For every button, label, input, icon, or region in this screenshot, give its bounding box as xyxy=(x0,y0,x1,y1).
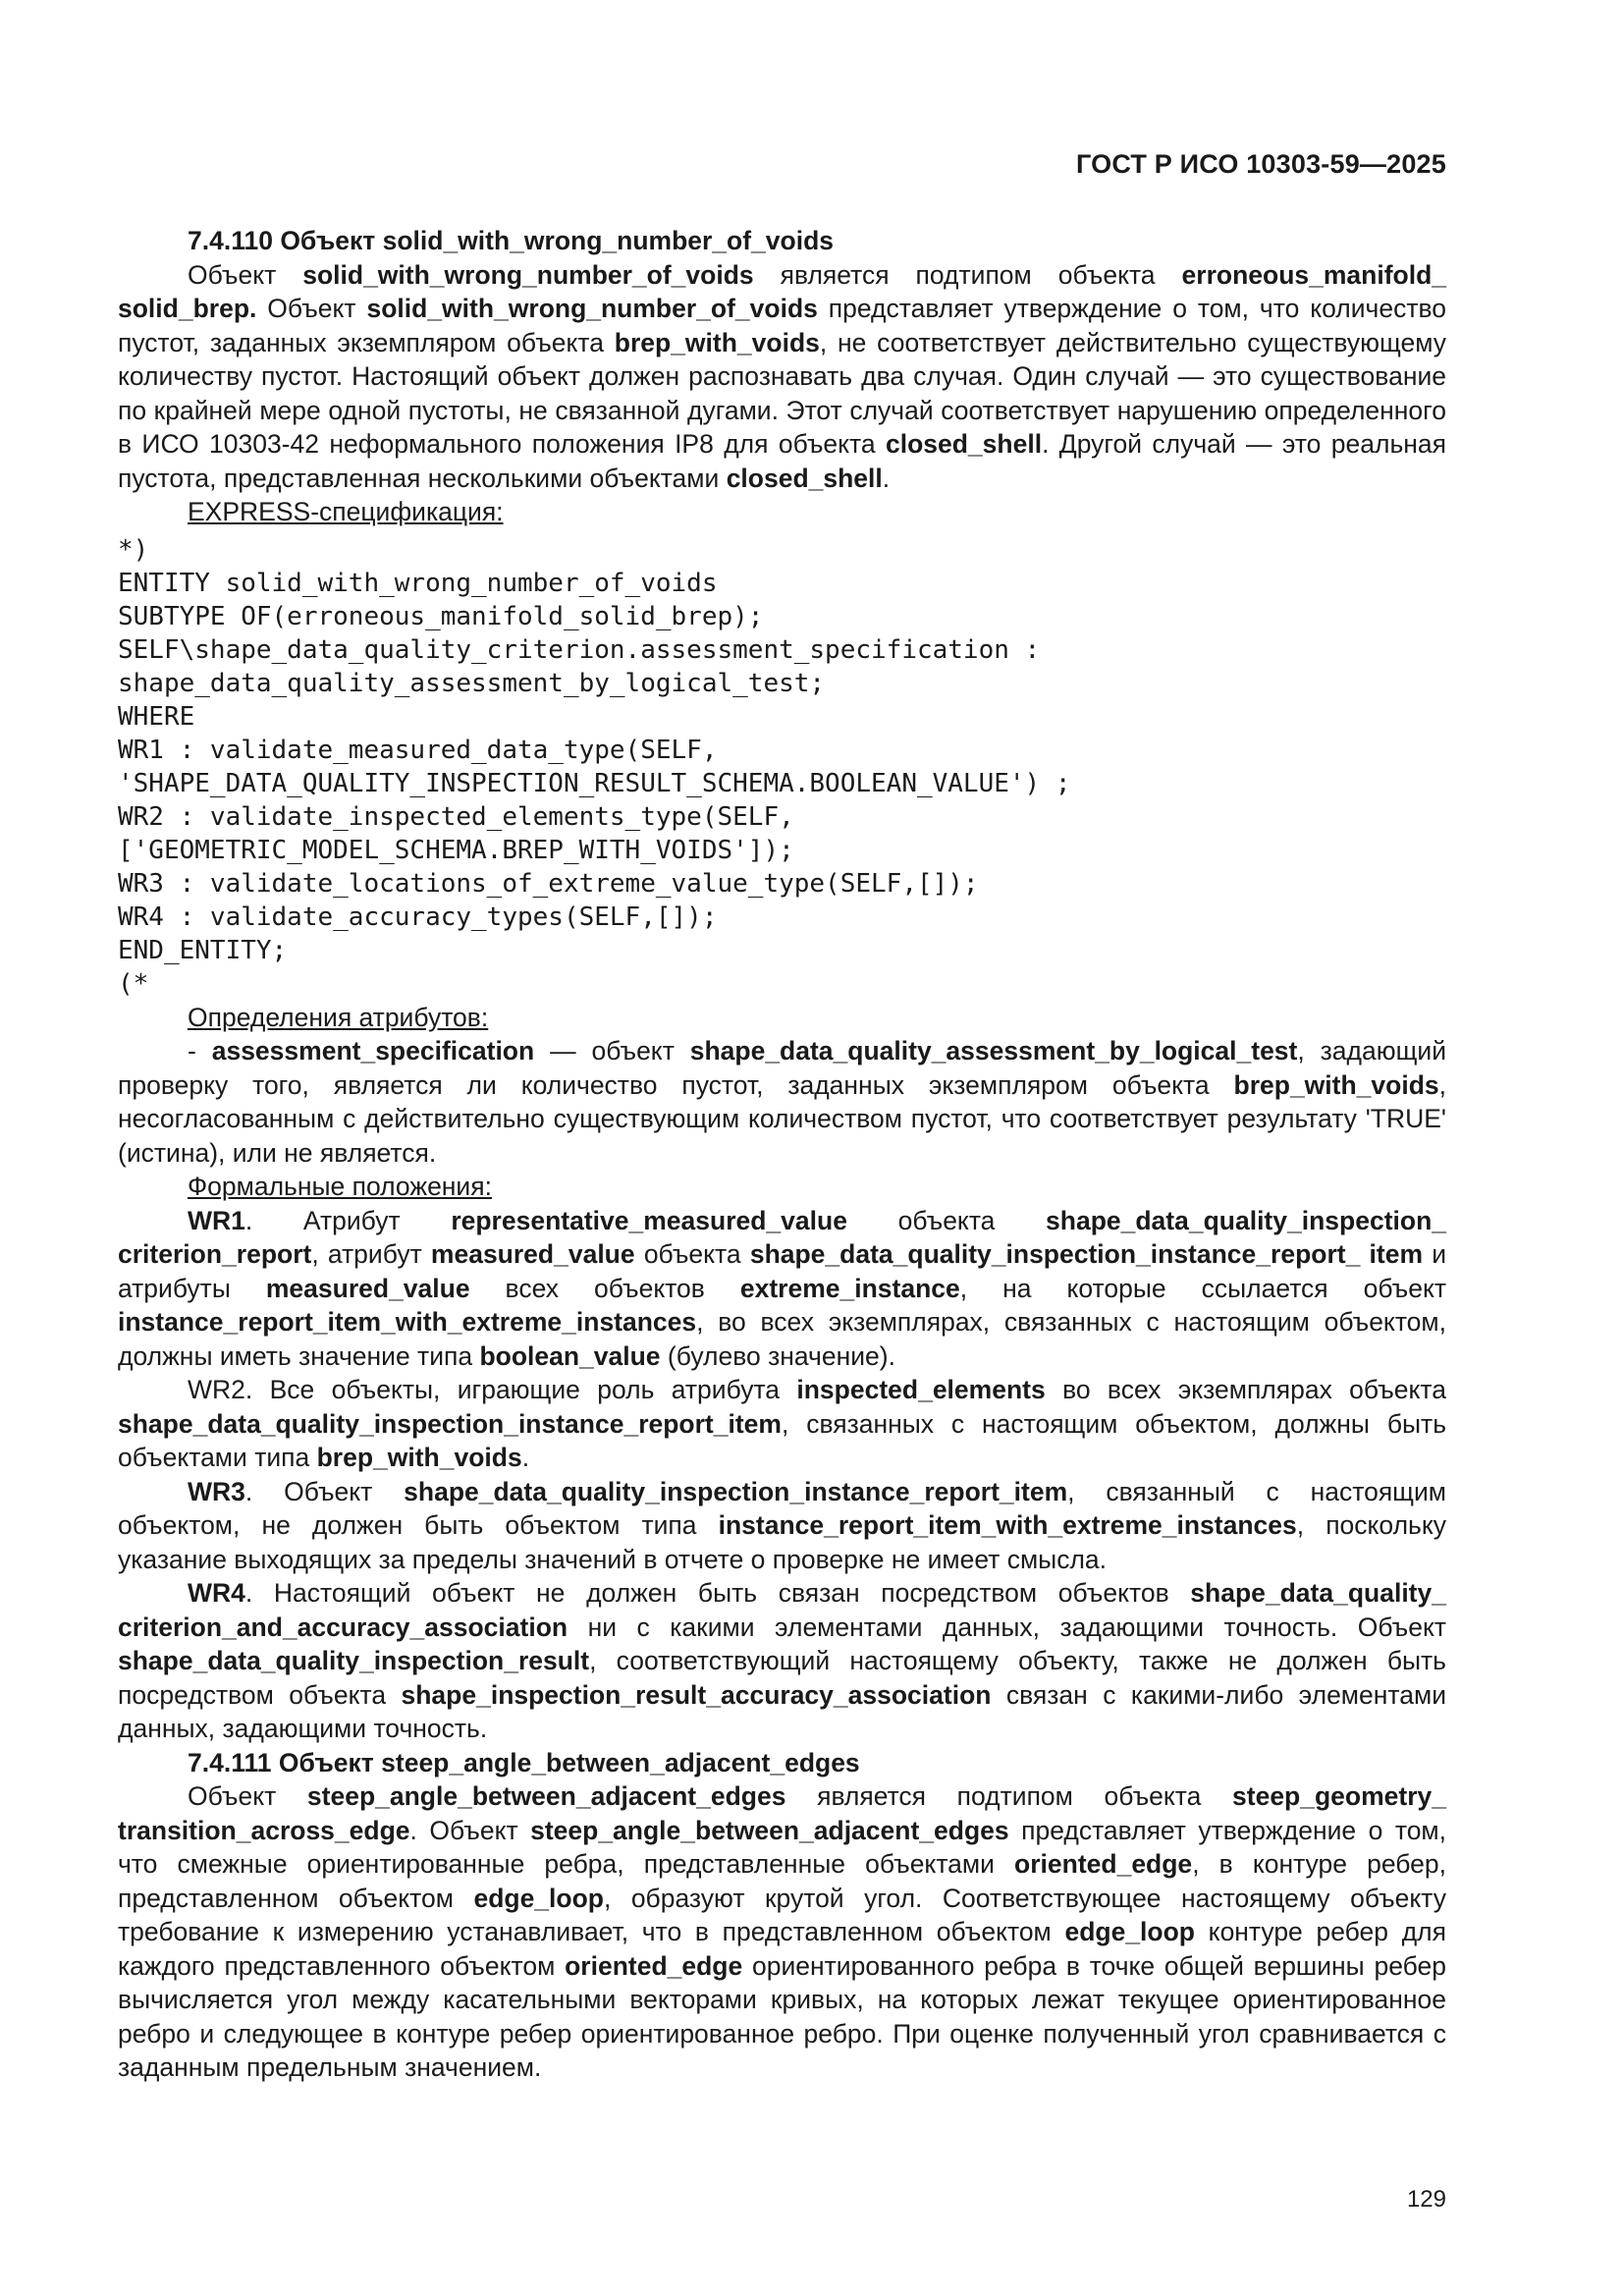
text-run: , атрибут xyxy=(311,1239,431,1269)
entity-name: shape_inspection_result_accuracy_association xyxy=(401,1679,992,1710)
standard-header: ГОСТ Р ИСО 10303-59—2025 xyxy=(1076,149,1446,179)
rule-wr1 xyxy=(118,1204,1446,1374)
text-run: . Объект xyxy=(409,1815,531,1845)
section-heading-111: 7.4.111 Объект steep_angle_between_adjacent_edges xyxy=(188,1747,860,1777)
paragraph xyxy=(118,258,1446,496)
code-line: (* xyxy=(118,968,149,999)
code-line: END_ENTITY; xyxy=(118,935,288,965)
entity-name: inspected_elements xyxy=(796,1375,1046,1404)
rule-wr2 xyxy=(118,1373,1446,1475)
text-run: представляет утверждение о том, что количество пустот, заданных экземпляром объекта xyxy=(118,294,1447,357)
rule-wr3 xyxy=(118,1475,1446,1577)
code-line: WHERE xyxy=(118,701,195,732)
entity-name: representative_measured_value xyxy=(451,1205,847,1235)
text-run: . xyxy=(521,1443,530,1472)
entity-name: boolean_value xyxy=(479,1340,661,1371)
text-run: Объект xyxy=(188,259,303,290)
entity-name: shape_data_quality_inspection_result xyxy=(118,1646,590,1675)
code-line: WR4 : validate_accuracy_types(SELF,[]); xyxy=(118,902,718,932)
express-spec-label: EXPRESS-спецификация: xyxy=(188,497,504,526)
entity-name: shape_data_quality_assessment_by_logical_test xyxy=(689,1036,1298,1066)
text-run: , задающий проверку того, является ли количество пустот, заданных экземпляром объекта xyxy=(118,1036,1447,1100)
attribute-definitions-label: Определения атрибутов: xyxy=(188,1002,489,1032)
entity-name: measured_value xyxy=(265,1273,470,1303)
text-run: Объект xyxy=(188,1781,307,1811)
code-line: WR1 : validate_measured_data_type(SELF, xyxy=(118,735,718,765)
text-run: . xyxy=(882,463,891,493)
text-run: объекта xyxy=(634,1239,750,1269)
entity-name: edge_loop xyxy=(473,1883,604,1913)
page-content xyxy=(118,224,1446,2085)
code-line: *) xyxy=(118,534,149,565)
text-run: во всех экземплярах объекта xyxy=(1045,1375,1446,1404)
entity-name: shape_data_quality_inspection_instance_report_item xyxy=(118,1408,782,1439)
text-run: , образуют крутой угол. Соответствующее настоящему объекту требование к измерению устанавливает, что в представленном объектом xyxy=(118,1883,1446,1946)
code-line: WR2 : validate_inspected_elements_type(SELF, xyxy=(118,801,794,832)
code-line: SELF\shape_data_quality_criterion.assessment_specification : xyxy=(118,634,1041,665)
entity-name: brep_with_voids xyxy=(1233,1069,1439,1100)
text-run: , в контуре ребер, представленном объектом xyxy=(118,1849,1446,1913)
entity-name: shape_data_quality_inspection_ criterion_report xyxy=(118,1205,1446,1269)
text-run: , на которые ссылается объект xyxy=(959,1273,1446,1303)
text-run: , не соответствует действительно существующему количеству пустот. Настоящий объект должен распознавать два случая. Один случай — это существование по крайней мере одной пустоты, не связанной дугами. Этот случай соответствует нарушению определенного в ИСО 10303-42 неформального положения IP8 для объекта xyxy=(118,327,1446,459)
text-run: — объект xyxy=(534,1036,690,1066)
code-line: WR3 : validate_locations_of_extreme_value_type(SELF,[]); xyxy=(118,868,979,899)
text-run: всех объектов xyxy=(469,1273,740,1303)
text-run: WR2. Все объекты, играющие роль атрибута xyxy=(188,1375,797,1404)
text-run: . Настоящий объект не должен быть связан посредством объектов xyxy=(244,1578,1191,1608)
text-run: и атрибуты xyxy=(118,1239,1447,1303)
text-run: ориентированного ребра в точке общей вершины ребер вычисляется угол между касательными векторами кривых, на которых лежат текущее ориентированное ребро и следующее в контуре ребер ориентированное ребро. При оценке полученный угол сравнивается с заданным предельным значением. xyxy=(118,1950,1447,2082)
text-run: - xyxy=(188,1036,212,1066)
entity-name: shape_data_quality_inspection_instance_report_ item xyxy=(749,1239,1424,1269)
text-run: . Атрибут xyxy=(244,1205,452,1235)
entity-name: instance_report_item_with_extreme_instances xyxy=(118,1307,697,1337)
entity-name: closed_shell xyxy=(885,429,1043,459)
text-run: , несогласованным с действительно существующим количеством пустот, что соответствует результату 'TRUE' (истина), или не является. xyxy=(118,1069,1446,1168)
express-code-block xyxy=(118,533,1446,1001)
code-line: SUBTYPE OF(erroneous_manifold_solid_brep); xyxy=(118,601,764,631)
entity-name: extreme_instance xyxy=(739,1273,960,1303)
entity-name: brep_with_voids xyxy=(316,1443,522,1472)
entity-name: steep_geometry_ transition_across_edge xyxy=(118,1781,1447,1845)
text-run: Объект xyxy=(256,294,367,323)
attribute-definition xyxy=(118,1034,1446,1170)
text-run: , поскольку указание выходящих за пределы значений в отчете о проверке не имеет смысла. xyxy=(118,1510,1446,1574)
entity-name: brep_with_voids xyxy=(614,327,820,357)
text-run: представляет утверждение о том, что смежные ориентированные ребра, представленные объектами xyxy=(118,1815,1447,1879)
text-run: является подтипом объекта xyxy=(753,259,1182,290)
text-run: , связанных с настоящим объектом, должны быть объектами типа xyxy=(118,1408,1446,1472)
entity-name: oriented_edge xyxy=(1014,1849,1193,1879)
entity-name: instance_report_item_with_extreme_instances xyxy=(718,1510,1297,1540)
formal-propositions-label: Формальные положения: xyxy=(188,1172,492,1201)
entity-name: solid_with_wrong_number_of_voids xyxy=(366,294,818,323)
text-run: , соответствующий настоящему объекту, также не должен быть посредством объекта xyxy=(118,1646,1446,1710)
entity-name: assessment_specification xyxy=(211,1036,535,1066)
paragraph xyxy=(118,1779,1446,2085)
code-line: shape_data_quality_assessment_by_logical_test; xyxy=(118,668,826,698)
code-line: ['GEOMETRIC_MODEL_SCHEMA.BREP_WITH_VOIDS']); xyxy=(118,835,794,865)
text-run: ни с какими элементами данных, задающими точность. Объект xyxy=(568,1612,1446,1642)
section-heading-110: 7.4.110 Объект solid_with_wrong_number_of_voids xyxy=(188,226,835,255)
entity-name: WR3 xyxy=(188,1476,245,1506)
text-run: является подтипом объекта xyxy=(785,1781,1233,1811)
entity-name: erroneous_manifold_ solid_brep. xyxy=(118,259,1447,323)
entity-name: WR4 xyxy=(188,1578,245,1608)
entity-name: steep_angle_between_adjacent_edges xyxy=(530,1815,1009,1845)
text-run: . Другой случай — это реальная пустота, представленная несколькими объектами xyxy=(118,429,1446,493)
entity-name: edge_loop xyxy=(1064,1917,1195,1946)
entity-name: WR1 xyxy=(188,1205,245,1235)
code-line: 'SHAPE_DATA_QUALITY_INSPECTION_RESULT_SCHEMA.BOOLEAN_VALUE') ; xyxy=(118,768,1071,798)
code-line: ENTITY solid_with_wrong_number_of_voids xyxy=(118,568,718,598)
rule-wr4 xyxy=(118,1576,1446,1746)
entity-name: shape_data_quality_ criterion_and_accuracy_association xyxy=(118,1578,1446,1642)
text-run: , связанный с настоящим объектом, не должен быть объектом типа xyxy=(118,1476,1446,1540)
text-run: объекта xyxy=(846,1205,1047,1235)
entity-name: solid_with_wrong_number_of_voids xyxy=(302,259,754,290)
entity-name: closed_shell xyxy=(726,463,883,493)
text-run: контуре ребер для каждого представленного объектом xyxy=(118,1917,1446,1981)
text-run: , во всех экземплярах, связанных с настоящим объектом, должны иметь значение типа xyxy=(118,1307,1446,1371)
text-run: . Объект xyxy=(244,1476,405,1506)
text-run: (булево значение). xyxy=(660,1340,895,1371)
page-number: 129 xyxy=(1406,2186,1446,2213)
entity-name: measured_value xyxy=(430,1239,635,1269)
entity-name: steep_angle_between_adjacent_edges xyxy=(306,1781,786,1811)
entity-name: oriented_edge xyxy=(565,1950,743,1981)
entity-name: shape_data_quality_inspection_instance_report_item xyxy=(404,1476,1068,1506)
text-run: связан с какими-либо элементами данных, задающими точность. xyxy=(118,1679,1446,1743)
